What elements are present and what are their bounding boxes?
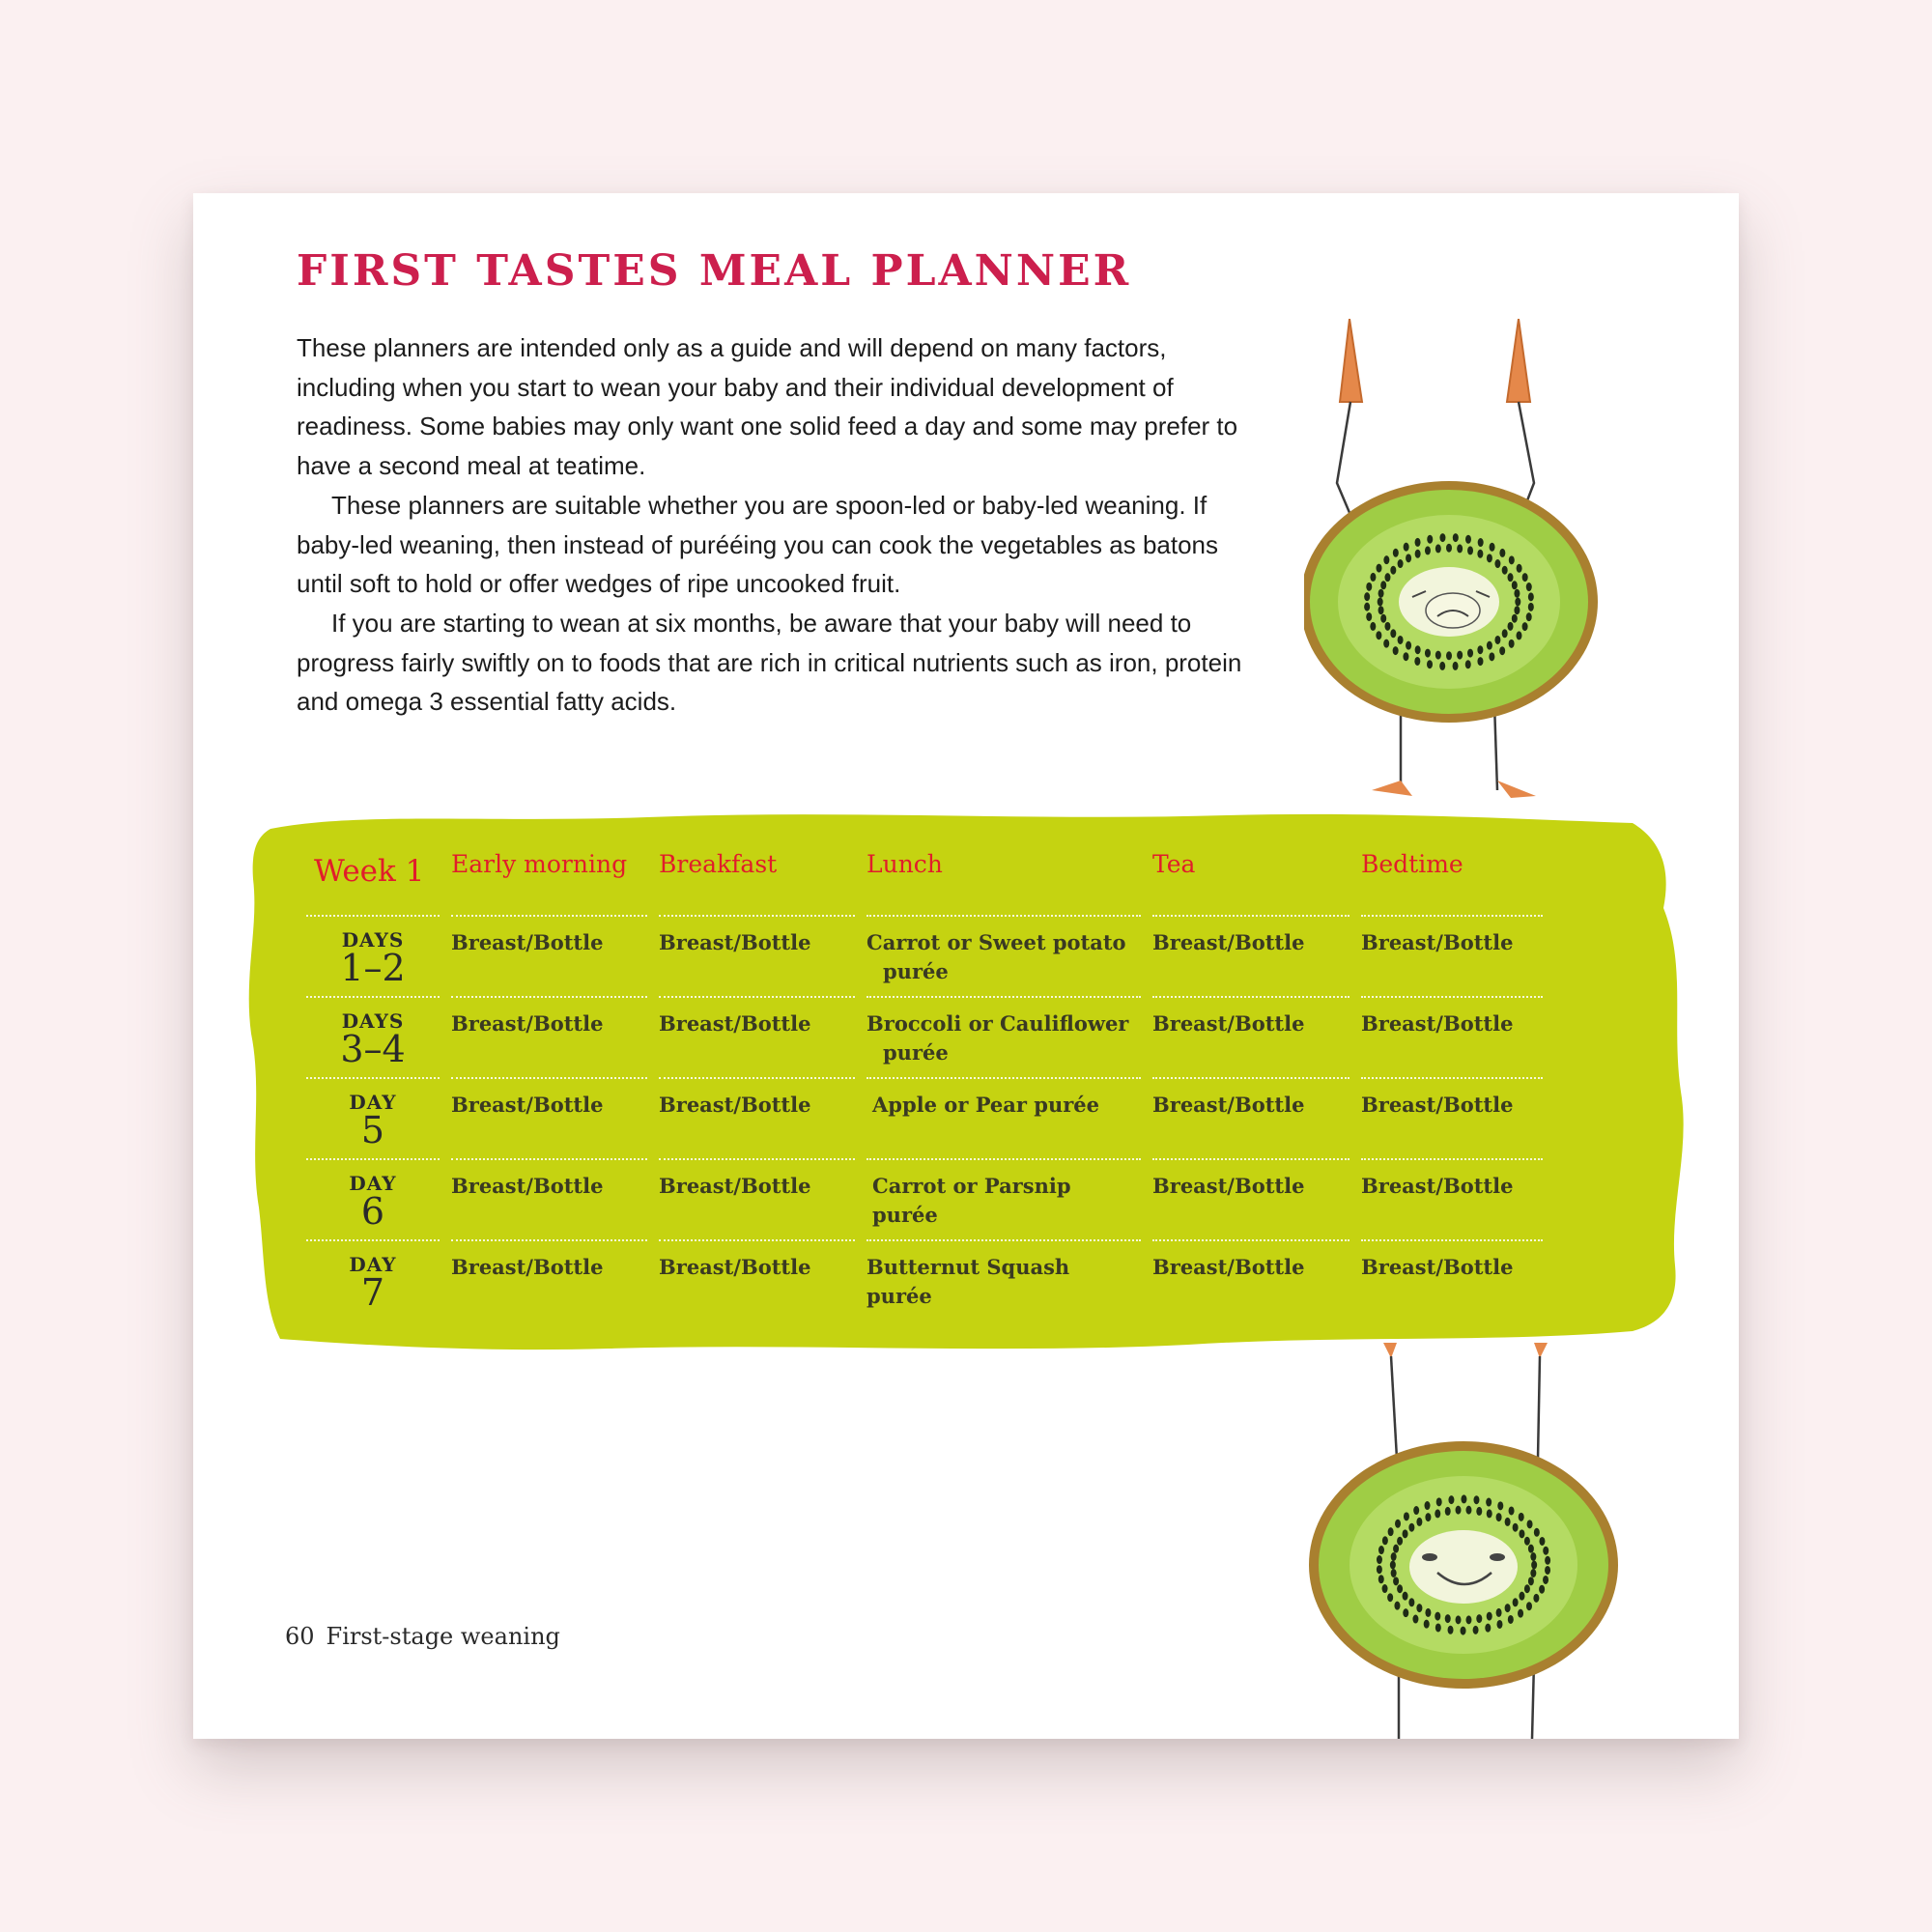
kiwi-seed [1516,631,1521,639]
kiwi-seed [1467,546,1473,554]
breakfast-cell: Breast/Bottle [659,1239,855,1321]
kiwi-seed [1378,598,1383,607]
kiwi-seed [1376,631,1381,639]
table-row [306,996,1610,1077]
column-header-tea: Tea [1152,850,1196,878]
kiwi-seed [1534,1528,1540,1537]
kiwi-seed [1393,646,1399,655]
kiwi-seed [1465,1506,1471,1515]
kiwi-seed [1380,581,1386,589]
kiwi-seed [1490,543,1495,552]
kiwi-seed [1427,660,1433,668]
kiwi-seed [1404,1512,1409,1520]
kiwi-seed [1403,1529,1408,1538]
kiwi-seed [1508,573,1514,582]
early-morning-cell: Breast/Bottle [451,1239,647,1321]
lunch-cell [867,996,1141,1077]
kiwi-seed [1414,657,1420,666]
kiwi-seed [1435,1612,1440,1621]
day-cell [306,915,440,996]
table-row [306,915,1610,996]
kiwi-seed [1543,1576,1548,1584]
lunch-text: Carrot or Parsnip purée [872,1174,1071,1227]
kiwi-seed [1457,651,1463,660]
tea-cell: Breast/Bottle [1152,996,1350,1077]
kiwi-seed [1461,1494,1466,1503]
kiwi-seed [1456,1506,1462,1515]
kiwi-seed [1533,1594,1539,1603]
tea-cell: Breast/Bottle [1152,1077,1350,1158]
kiwi-seed [1515,598,1520,607]
kiwi-seed [1394,1602,1400,1610]
day-number: 1–2 [340,947,406,989]
book-page [193,193,1739,1739]
kiwi-seed [1435,1623,1441,1632]
kiwi-seed [1476,1507,1482,1516]
kiwi-seed [1415,538,1421,547]
kiwi-seed [1416,1518,1422,1526]
intro-paragraph-1: These planners are intended only as a guide and will depend on many factors, including when you start to wean your baby and their individual development of readiness. Some babies may only want one solid feed a day and some may prefer to have a second meal at teatime. [297,333,1238,481]
kiwi-seed [1519,1592,1524,1601]
kiwi-seed [1505,1518,1511,1526]
kiwi-seed [1448,1495,1454,1504]
kiwi-seed [1487,641,1492,650]
kiwi-seed [1366,582,1372,591]
kiwi-seed [1496,1608,1502,1617]
kiwi-seed [1497,1501,1503,1510]
day-cell [306,1077,440,1158]
kiwi-seed [1406,641,1411,650]
section-name: First-stage weaning [326,1623,560,1650]
kiwi-seed [1364,592,1370,601]
breakfast-cell: Breast/Bottle [659,1077,855,1158]
kiwi-seed [1425,1513,1431,1521]
kiwi-seed [1476,1614,1482,1623]
kiwi-seed [1499,646,1505,655]
kiwi-seed [1370,573,1376,582]
bedtime-cell: Breast/Bottle [1361,1077,1543,1158]
kiwi-seed [1477,645,1483,654]
kiwi-seed [1487,1612,1492,1621]
kiwi-seed [1384,622,1390,631]
kiwi-seed [1398,636,1404,644]
day-cell [306,1158,440,1239]
day-label: DAYS [341,1009,405,1033]
kiwi-seed [1391,1569,1397,1577]
kiwi-seed [1397,1537,1403,1546]
kiwi-seed [1494,559,1500,568]
column-header-breakfast: Breakfast [659,850,778,878]
week-label: Week 1 [314,854,425,889]
kiwi-seed [1477,657,1483,666]
kiwi-seed [1387,1593,1393,1602]
day-label: DAY [349,1091,397,1114]
kiwi-seed [1408,1598,1414,1606]
intro-text [297,328,1263,722]
kiwi-seed [1384,573,1390,582]
lunch-text: Apple or Pear purée [872,1093,1099,1117]
lunch-cell [867,915,1141,996]
page-title: FIRST TASTES MEAL PLANNER [297,246,1132,296]
kiwi-seed [1522,573,1528,582]
kiwi-seed [1413,1506,1419,1515]
kiwi-seed [1446,544,1452,553]
kiwi-seed [1465,1615,1471,1624]
kiwi-seed [1473,1495,1479,1504]
kiwi-seed [1543,1547,1548,1555]
kiwi-seed [1528,592,1534,601]
kiwi-seed [1496,1620,1502,1629]
kiwi-seed [1403,652,1408,661]
lunch-text: Butternut Squash purée [867,1255,1070,1308]
kiwi-seed [1528,603,1534,611]
kiwi-seed [1518,1609,1523,1618]
lunch-text: Carrot or Sweet potato [867,930,1126,954]
kiwi-seed [1383,555,1389,564]
meal-planner-table [306,850,1610,1321]
kiwi-seed [1383,639,1389,648]
page-number: 60 [285,1623,315,1650]
kiwi-seed [1390,1561,1396,1570]
kiwi-seed [1508,1615,1514,1624]
kiwi-character-top [1304,319,1633,802]
kiwi-seed [1403,1592,1408,1601]
kiwi-seed [1397,1584,1403,1593]
kiwi-seed [1377,564,1382,573]
tea-cell: Breast/Bottle [1152,1239,1350,1321]
kiwi-seed [1526,582,1532,591]
day-cell [306,1239,440,1321]
kiwi-seed [1526,612,1532,621]
kiwi-seed [1519,1513,1524,1521]
kiwi-seed [1393,1545,1399,1553]
early-morning-cell: Breast/Bottle [451,996,647,1077]
kiwi-seed [1509,555,1515,564]
kiwi-seed [1393,1577,1399,1585]
day-label: DAY [349,1253,397,1276]
kiwi-seed [1519,1529,1524,1538]
kiwi-seed [1530,1552,1536,1561]
kiwi-seed [1453,662,1459,670]
kiwi-seed [1435,651,1441,660]
intro-paragraph-3: If you are starting to wean at six months, be aware that your baby will need to progress fairly swiftly on to foods that are rich in critical nutrients such as iron, protein and omega 3 essential fatty acids. [297,608,1242,717]
kiwi-seed [1403,1608,1408,1617]
kiwi-seed [1514,606,1520,614]
kiwi-seed [1477,550,1483,558]
kiwi-seed [1526,1602,1532,1610]
kiwi-seed [1378,589,1384,598]
kiwi-seed [1527,1520,1533,1528]
kiwi-seed [1496,1513,1502,1521]
early-morning-cell: Breast/Bottle [451,915,647,996]
kiwi-seed [1512,581,1518,589]
kiwi-seed [1424,1620,1430,1629]
breakfast-cell: Breast/Bottle [659,1158,855,1239]
kiwi-seed [1398,559,1404,568]
kiwi-seed [1378,606,1384,614]
kiwi-seed [1487,1509,1492,1518]
kiwi-seed [1425,1608,1431,1617]
kiwi-seed [1545,1566,1550,1575]
kiwi-seed [1415,550,1421,558]
kiwi-character-bottom [1304,1343,1633,1739]
kiwi-seed [1435,1509,1440,1518]
column-header-bedtime: Bedtime [1361,850,1463,878]
intro-paragraph-2: These planners are suitable whether you are spoon-led or baby-led weaning. If baby-led weaning, then instead of purééing you can cook the vegetables as batons until soft to hold or offer wedges of ripe uncooked fruit. [297,490,1219,599]
page-footer [285,1623,560,1650]
kiwi-seed [1545,1556,1550,1565]
lunch-text-cont: purée [883,959,949,983]
kiwi-seed [1380,614,1386,623]
kiwi-seed [1499,549,1505,557]
day-label: DAY [349,1172,397,1195]
lunch-text: Broccoli or Cauliflower [867,1011,1129,1036]
kiwi-seed [1508,622,1514,631]
kiwi-seed [1425,649,1431,658]
kiwi-seed [1530,1569,1536,1577]
kiwi-seed [1522,622,1528,631]
breakfast-cell: Breast/Bottle [659,996,855,1077]
kiwi-seed [1416,1604,1422,1612]
kiwi-seed [1377,1565,1382,1574]
kiwi-seed [1489,652,1494,661]
kiwi-seed [1453,533,1459,542]
bedtime-cell: Breast/Bottle [1361,915,1543,996]
kiwi-seed [1378,1546,1384,1554]
kiwi-seed [1370,622,1376,631]
kiwi-seed [1391,1552,1397,1561]
breakfast-cell: Breast/Bottle [659,915,855,996]
kiwi-seed [1524,1537,1530,1546]
kiwi-seed [1377,1555,1382,1564]
kiwi-seed [1502,629,1508,638]
day-number: 3–4 [340,1028,406,1070]
kiwi-seed [1446,651,1452,660]
kiwi-seed [1436,1497,1442,1506]
kiwi-seed [1494,636,1500,644]
kiwi-seed [1382,1584,1388,1593]
kiwi-seed [1531,1561,1537,1570]
lunch-cell [867,1077,1141,1158]
kiwi-seed [1393,549,1399,557]
day-cell [306,996,440,1077]
kiwi-seed [1528,1577,1534,1585]
kiwi-seed [1408,1523,1414,1532]
kiwi-seed [1415,645,1421,654]
day-number: 5 [360,1109,385,1151]
kiwi-seed [1509,639,1515,648]
kiwi-seed [1364,603,1370,611]
kiwi-seed [1487,554,1492,562]
kiwi-seed [1467,649,1473,658]
column-header-early-morning: Early morning [451,850,628,878]
kiwi-seed [1528,1545,1534,1553]
table-row [306,1239,1610,1321]
kiwi-seed [1513,1523,1519,1532]
kiwi-seed [1505,1604,1511,1612]
day-number: 6 [360,1190,385,1233]
kiwi-seed [1425,546,1431,554]
kiwi-seed [1412,1615,1418,1624]
lunch-cell [867,1239,1141,1321]
kiwi-seed [1390,566,1396,575]
kiwi-seed [1485,1624,1491,1633]
tea-cell: Breast/Bottle [1152,915,1350,996]
early-morning-cell: Breast/Bottle [451,1077,647,1158]
kiwi-seed [1509,1506,1515,1515]
column-header-lunch: Lunch [867,850,943,878]
table-row [306,1158,1610,1239]
kiwi-seed [1456,1615,1462,1624]
early-morning-cell: Breast/Bottle [451,1158,647,1239]
kiwi-seed [1514,589,1520,598]
kiwi-seed [1539,1585,1545,1594]
kiwi-seed [1512,614,1518,623]
planner-header-row [306,850,1610,915]
lunch-cell [867,1158,1141,1239]
table-row [306,1077,1610,1158]
kiwi-seed [1390,629,1396,638]
kiwi-seed [1378,1575,1384,1583]
day-number: 7 [360,1271,385,1314]
kiwi-seed [1517,564,1522,573]
kiwi-seed [1445,1507,1451,1516]
kiwi-seed [1486,1498,1492,1507]
bedtime-cell: Breast/Bottle [1361,1239,1543,1321]
kiwi-seed [1478,538,1484,547]
kiwi-seed [1366,612,1372,621]
kiwi-seed [1524,1584,1530,1593]
kiwi-seed [1439,662,1445,670]
kiwi-seed [1388,1527,1394,1536]
kiwi-seed [1406,554,1411,562]
kiwi-seed [1461,1627,1466,1635]
kiwi-seed [1473,1626,1479,1634]
bedtime-cell: Breast/Bottle [1361,1158,1543,1239]
kiwi-seed [1435,544,1441,553]
tea-cell: Breast/Bottle [1152,1158,1350,1239]
kiwi-seed [1404,543,1409,552]
bedtime-cell: Breast/Bottle [1361,996,1543,1077]
kiwi-seed [1502,566,1508,575]
kiwi-seed [1427,535,1433,544]
kiwi-seed [1395,1520,1401,1528]
lunch-text-cont: purée [883,1040,949,1065]
kiwi-seed [1513,1598,1519,1606]
kiwi-seed [1448,1626,1454,1634]
kiwi-seed [1539,1537,1545,1546]
kiwi-seed [1465,535,1471,544]
kiwi-seed [1425,1501,1431,1510]
kiwi-seed [1457,544,1463,553]
kiwi-seed [1439,533,1445,542]
day-label: DAYS [341,928,405,952]
kiwi-seed [1445,1614,1451,1623]
kiwi-seed [1382,1536,1388,1545]
kiwi-seed [1465,660,1471,668]
